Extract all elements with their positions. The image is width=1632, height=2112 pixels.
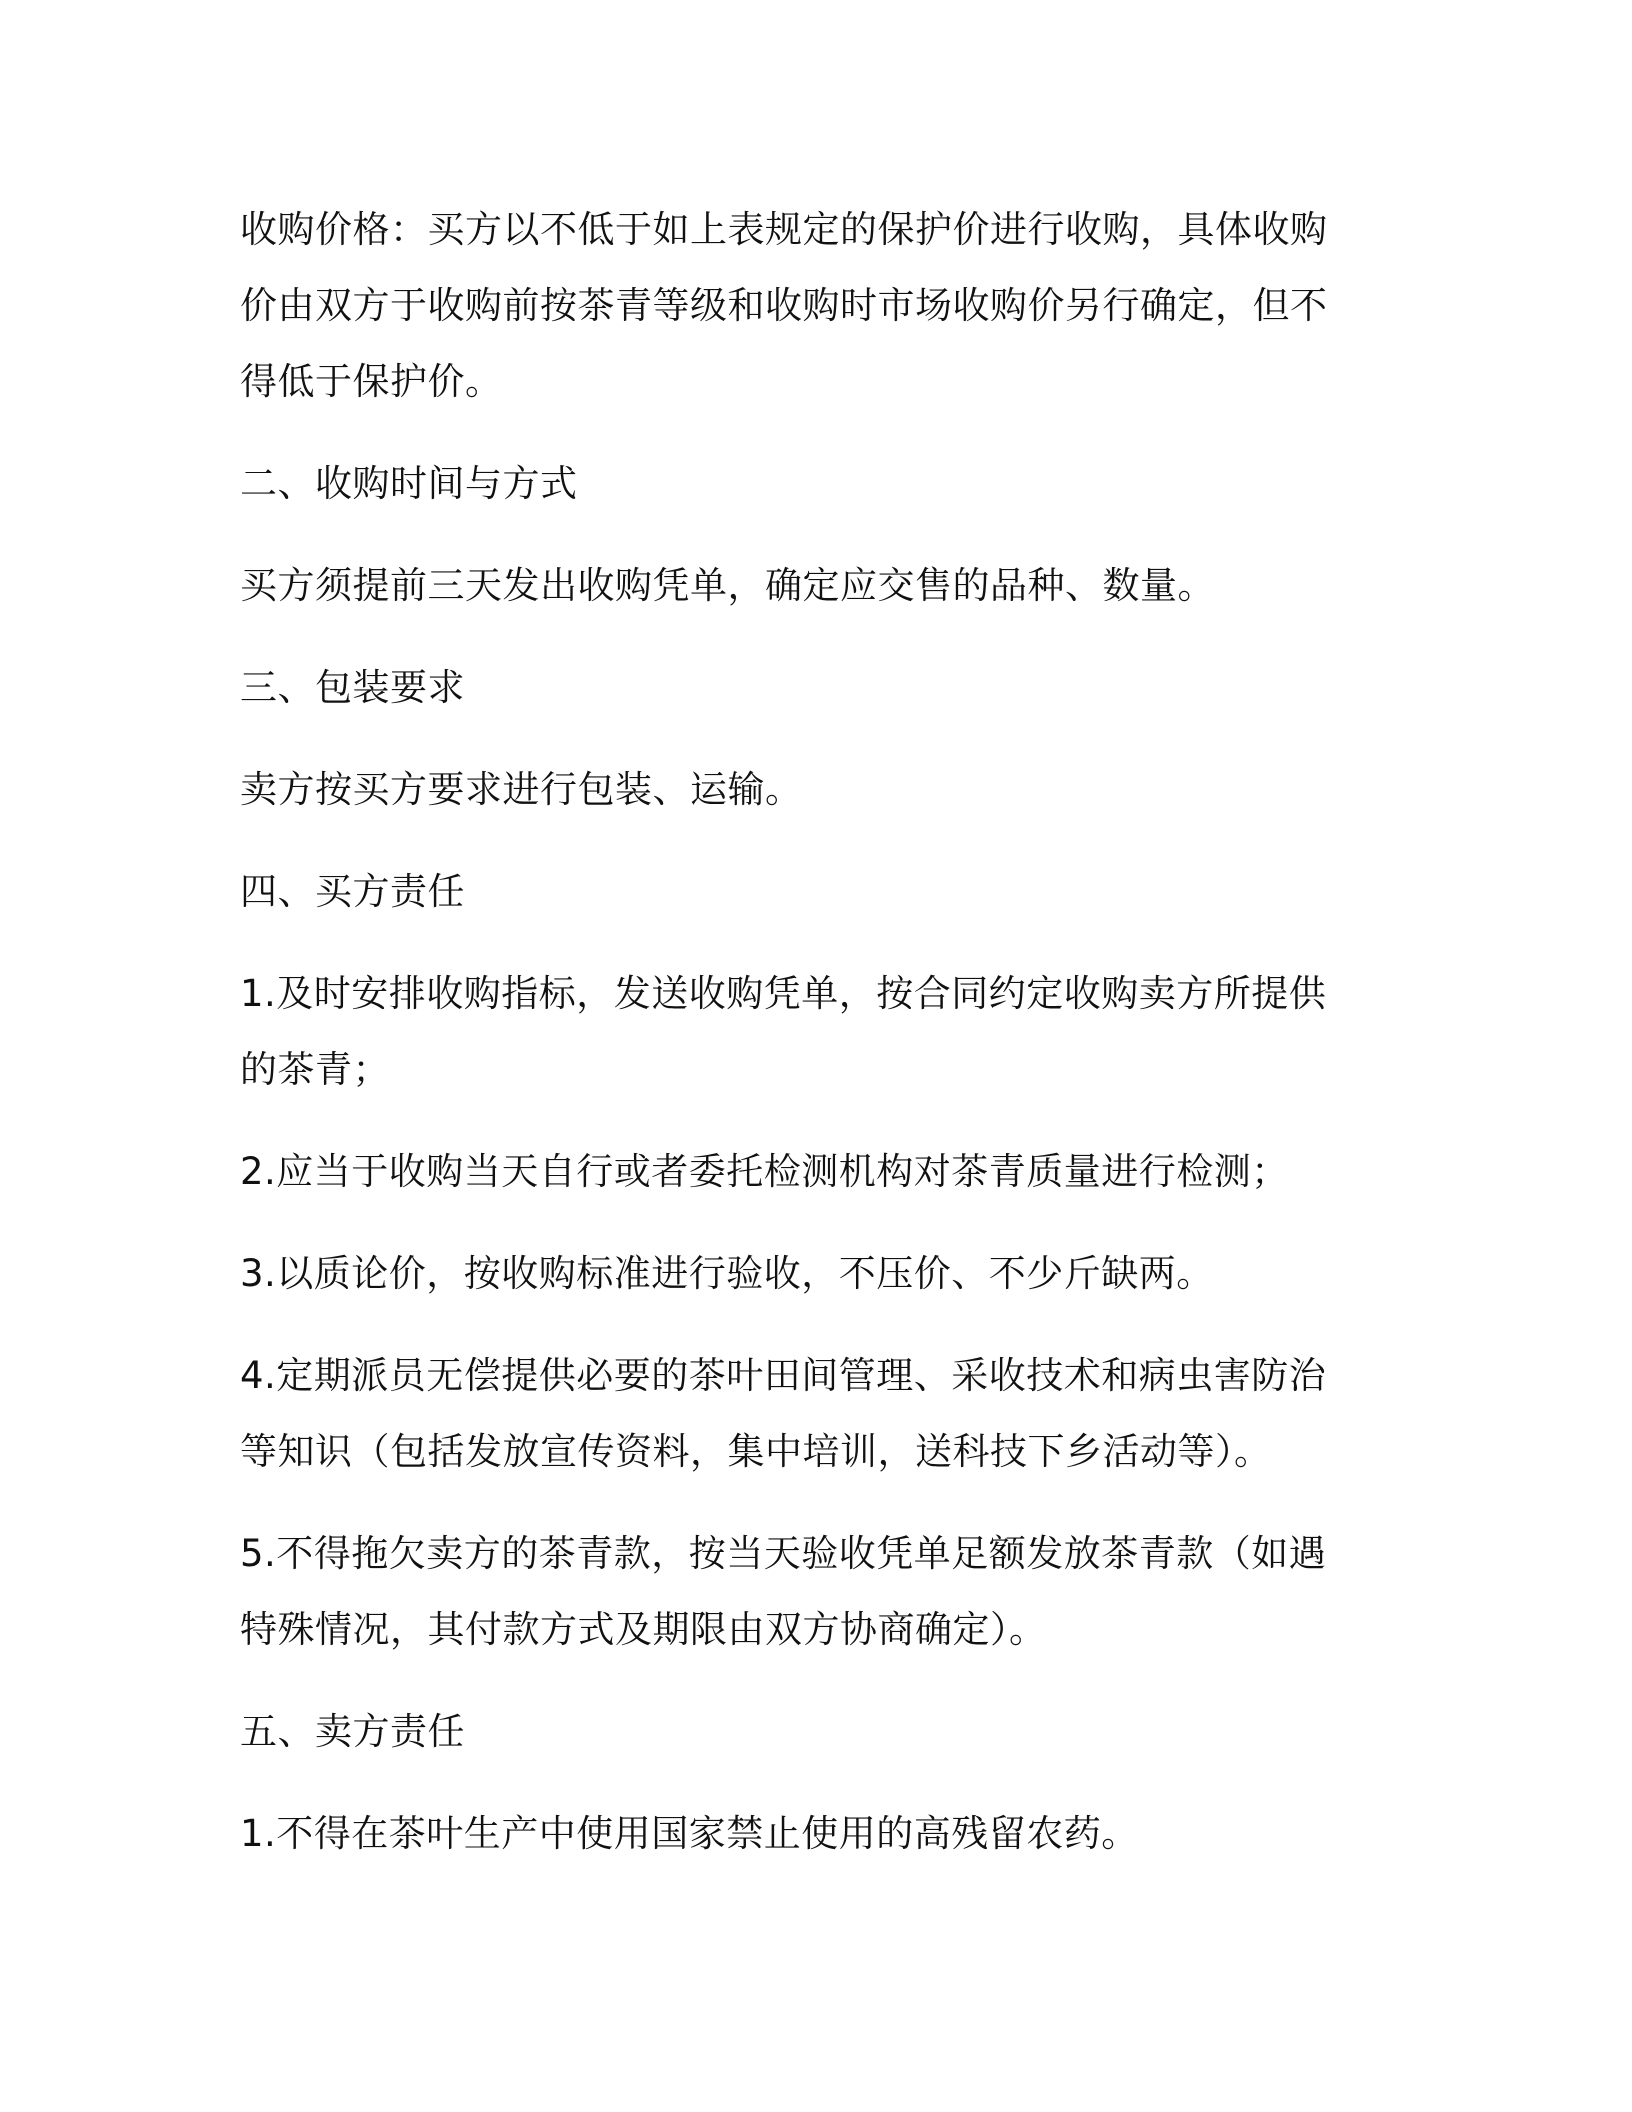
document-body [240,192,1360,1898]
buyer-item-1: 1.及时安排收购指标，发送收购凭单，按合同约定收购卖方所提供的茶青； [240,972,1327,1091]
buyer-item-3: 3.以质论价，按收购标准进行验收，不压价、不少斤缺两。 [240,1252,1214,1295]
heading-purchase-time-method: 二、收购时间与方式 [240,462,578,505]
paragraph-purchase-voucher: 买方须提前三天发出收购凭单，确定应交售的品种、数量。 [240,564,1215,607]
heading-seller-responsibility: 五、卖方责任 [240,1710,465,1753]
heading-packaging-requirements: 三、包装要求 [240,666,465,709]
buyer-item-5: 5.不得拖欠卖方的茶青款，按当天验收凭单足额发放茶青款（如遇特殊情况，其付款方式及期限由双方协商确定）。 [240,1532,1327,1651]
buyer-item-2: 2.应当于收购当天自行或者委托检测机构对茶青质量进行检测； [240,1150,1289,1193]
seller-item-1: 1.不得在茶叶生产中使用国家禁止使用的高残留农药。 [240,1812,1139,1855]
heading-buyer-responsibility: 四、买方责任 [240,870,465,913]
buyer-item-4: 4.定期派员无偿提供必要的茶叶田间管理、采收技术和病虫害防治等知识（包括发放宣传资料，集中培训，送科技下乡活动等）。 [240,1354,1327,1473]
paragraph-packaging: 卖方按买方要求进行包装、运输。 [240,768,803,811]
paragraph-purchase-price: 收购价格：买方以不低于如上表规定的保护价进行收购，具体收购价由双方于收购前按茶青等级和收购时市场收购价另行确定，但不得低于保护价。 [240,208,1328,403]
